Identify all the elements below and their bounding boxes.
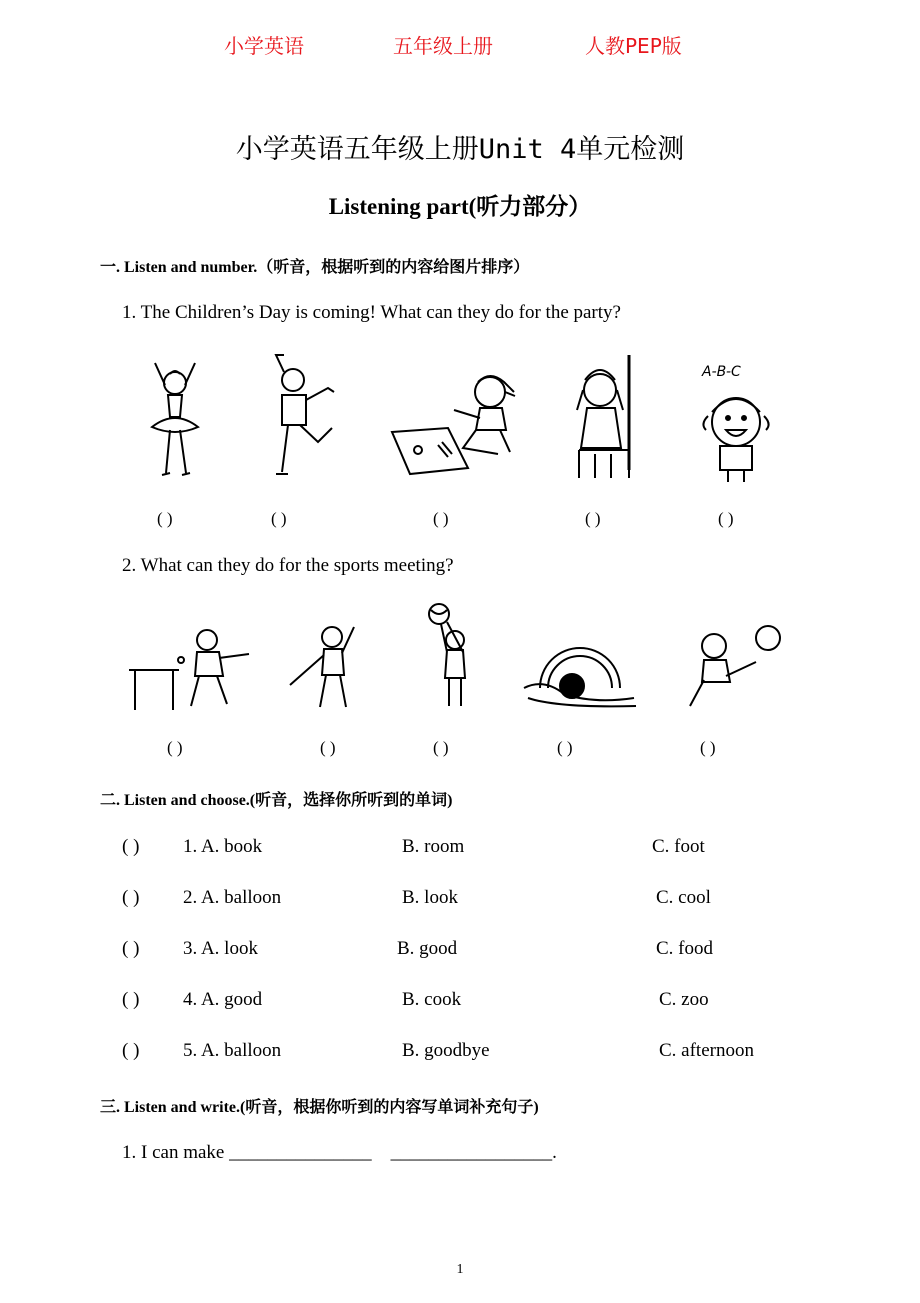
football-picture [680,620,790,715]
header-subject: 小学英语 [224,34,304,58]
kung-fu-boy-picture [258,350,343,485]
girl-drawing-picture [388,370,523,478]
section-2-heading: 二. Listen and choose.(听音，选择你所听到的单词) [100,792,453,809]
choice-option-a: 5. A. balloon [183,1040,282,1061]
choice-option-c: C. foot [652,836,705,857]
answer-blank[interactable]: ( ) [320,738,336,757]
answer-blank[interactable]: ( ) [157,509,173,528]
header-edition: 人教PEP版 [585,34,682,58]
answer-blank[interactable]: ( ) [167,738,183,757]
swimming-picture [520,628,640,713]
choice-option-b: B. goodbye [402,1040,490,1061]
answer-blank[interactable]: ( ) [557,738,573,757]
choice-option-a: 4. A. good [183,989,263,1010]
answer-blank[interactable]: ( ) [271,509,287,528]
choice-option-b: B. room [402,836,465,857]
choice-option-a: 3. A. look [183,938,258,959]
section-1-heading: 一. Listen and number.（听音，根据听到的内容给图片排序） [100,259,530,276]
abc-song-label: A-B-C [702,364,741,380]
answer-blank[interactable]: ( ) [718,509,734,528]
choice-option-c: C. food [656,938,713,959]
fill-in-sentence[interactable]: 1. I can make _______________ _________________. [122,1142,557,1163]
choice-option-b: B. cook [402,989,462,1010]
choice-blank[interactable]: ( ) [122,989,140,1010]
question-1-2: 2. What can they do for the sports meeting? [122,555,454,576]
choice-option-b: B. good [397,938,458,959]
girl-singing-picture [690,350,785,485]
header-grade: 五年级上册 [393,34,493,58]
choice-option-c: C. cool [656,887,711,908]
answer-blank[interactable]: ( ) [433,738,449,757]
page-title: 小学英语五年级上册Unit 4单元检测 [235,134,685,165]
choice-blank[interactable]: ( ) [122,887,140,908]
choice-blank[interactable]: ( ) [122,836,140,857]
page-subtitle: Listening part(听力部分） [328,194,592,219]
choice-option-b: B. look [402,887,458,908]
answer-blank[interactable]: ( ) [585,509,601,528]
choice-option-a: 2. A. balloon [183,887,282,908]
basketball-picture [425,602,485,712]
page-number: 1 [456,1262,464,1277]
answer-blank[interactable]: ( ) [700,738,716,757]
choice-option-a: 1. A. book [183,836,263,857]
ballet-dancer-picture [140,355,210,485]
section-3-heading: 三. Listen and write.(听音，根据你听到的内容写单词补充句子) [100,1099,539,1116]
answer-blank[interactable]: ( ) [433,509,449,528]
fencing-picture [280,615,380,715]
choice-blank[interactable]: ( ) [122,938,140,959]
question-1-1: 1. The Children’s Day is coming! What can they do for the party? [122,302,621,323]
ping-pong-picture [125,620,255,715]
choice-option-c: C. zoo [659,989,709,1010]
choice-option-c: C. afternoon [659,1040,754,1061]
choice-blank[interactable]: ( ) [122,1040,140,1061]
girl-erhu-picture [565,350,645,485]
